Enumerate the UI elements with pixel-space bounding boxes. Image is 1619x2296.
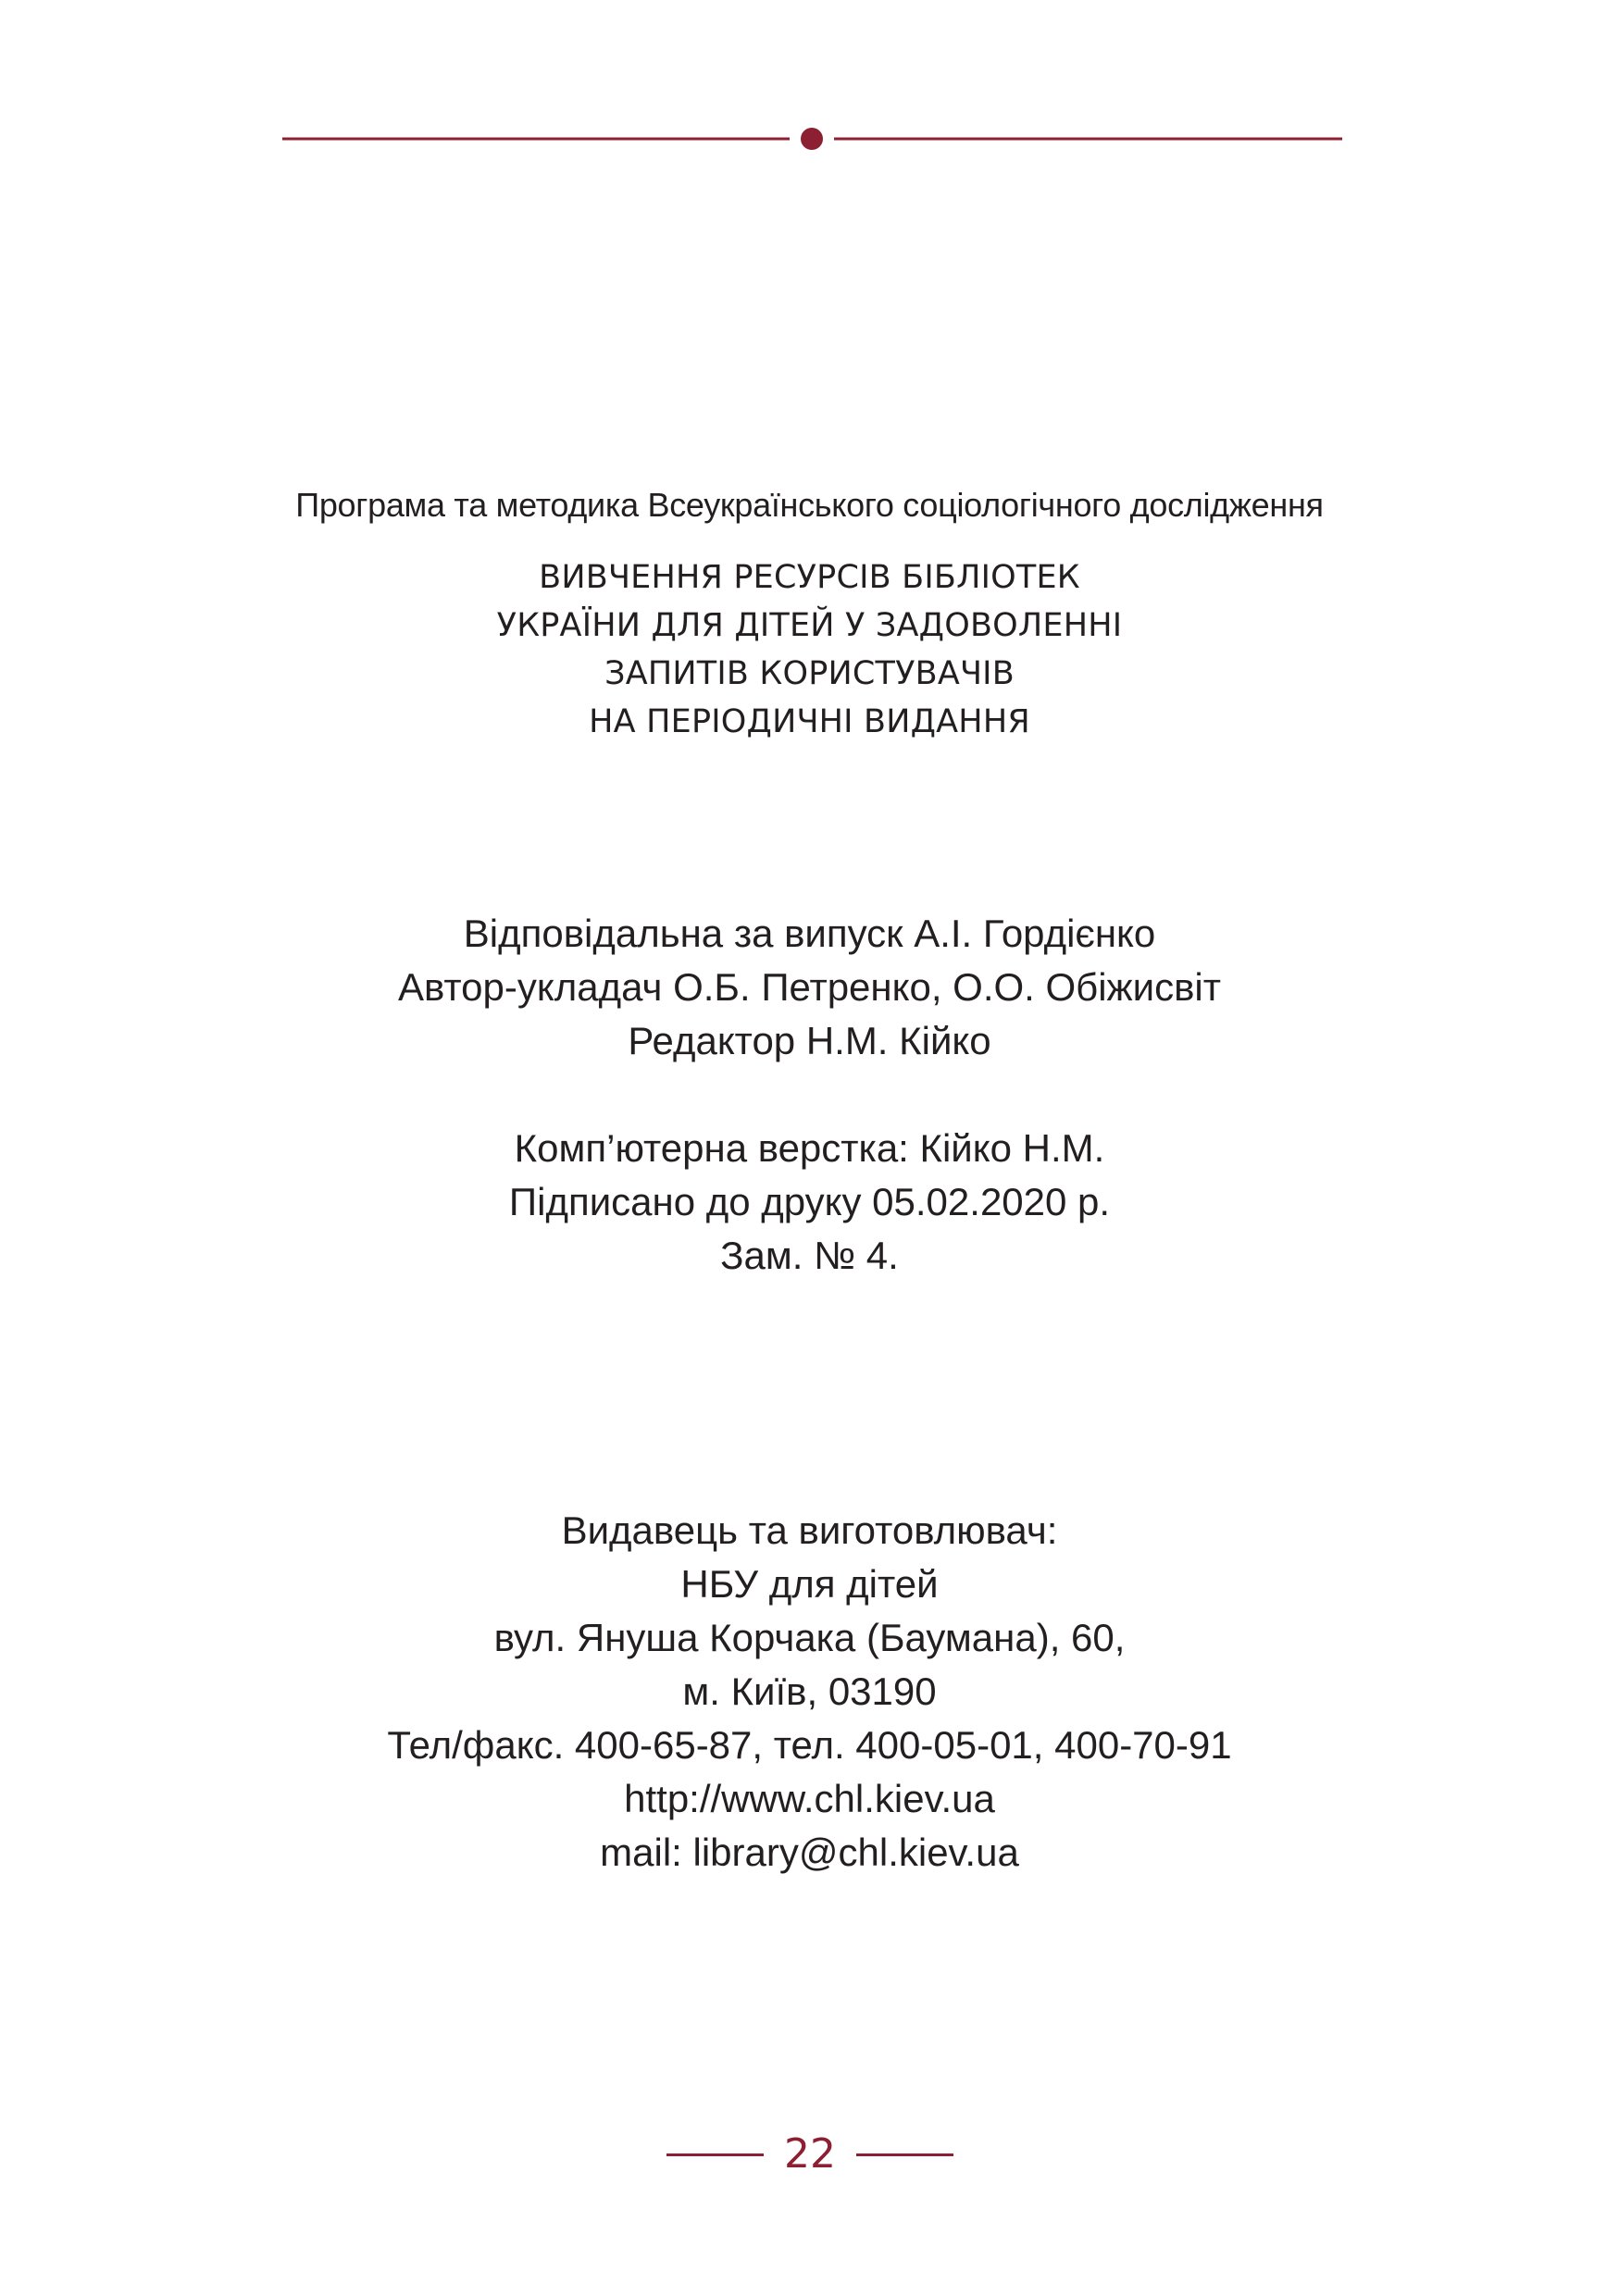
document-title — [0, 553, 1619, 746]
title-line-1: ВИВЧЕННЯ РЕСУРСІВ БІБЛІОТЕК — [539, 559, 1080, 596]
author-compilers: Автор-укладач О.Б. Петренко, О.О. Обіжисвіт — [398, 965, 1221, 1009]
top-ornament-divider-icon — [282, 128, 1342, 150]
publisher-block — [0, 1504, 1619, 1880]
publisher-street: вул. Януша Корчака (Баумана), 60, — [493, 1616, 1126, 1659]
page-number: 22 — [784, 2130, 836, 2178]
series-subtitle: Програма та методика Всеукраїнського соціологічного дослідження — [295, 486, 1324, 524]
computer-layout: Комп’ютерна верстка: Кійко Н.М. — [514, 1126, 1105, 1170]
credits-spacer — [0, 1068, 1619, 1122]
publisher-phones: Тел/факс. 400-65-87, тел. 400-05-01, 400-70-91 — [387, 1723, 1232, 1767]
publisher-website: http://www.chl.kiev.ua — [624, 1777, 995, 1820]
title-line-4: НА ПЕРІОДИЧНІ ВИДАННЯ — [589, 703, 1030, 740]
publisher-name: НБУ для дітей — [680, 1562, 939, 1606]
publisher-label: Видавець та виготовлювач: — [561, 1508, 1058, 1552]
editor: Редактор Н.М. Кійко — [628, 1019, 991, 1062]
title-line-3: ЗАПИТІВ КОРИСТУВАЧІВ — [604, 655, 1015, 692]
credits-block — [0, 907, 1619, 1283]
signed-for-print: Підписано до друку 05.02.2020 р. — [508, 1180, 1111, 1223]
publisher-email: mail: library@chl.kiev.ua — [600, 1831, 1019, 1874]
publisher-city: м. Київ, 03190 — [682, 1669, 937, 1713]
order-number: Зам. № 4. — [720, 1234, 899, 1277]
title-line-2: УКРАЇНИ ДЛЯ ДІТЕЙ У ЗАДОВОЛЕННІ — [496, 607, 1123, 644]
responsible-editor: Відповідальна за випуск А.І. Гордієнко — [463, 912, 1156, 955]
page-footer — [666, 2127, 953, 2182]
footer-right-line — [856, 2153, 953, 2156]
